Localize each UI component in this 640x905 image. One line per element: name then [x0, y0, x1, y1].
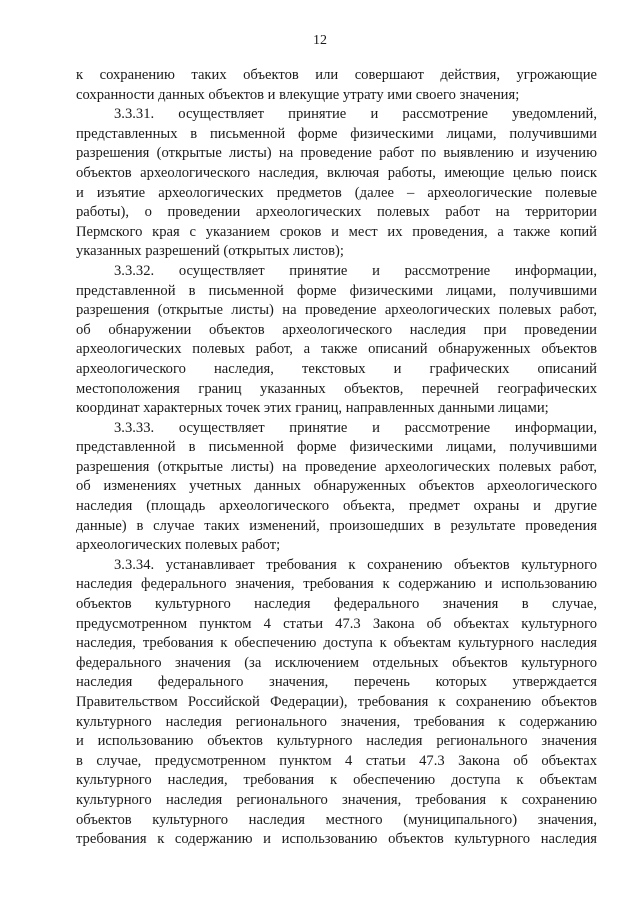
text-line: разрешения (открытые листы) на проведение археологических полевых работ,: [76, 302, 597, 319]
text-line: сохранности данных объектов и влекущие утрату ими своего значения;: [76, 86, 520, 103]
text-line: данные) в случае таких изменений, произошедших в результате проведения: [76, 517, 597, 534]
paragraph-3-3-32: [76, 262, 597, 419]
paragraph-continuation: [76, 66, 597, 105]
text-line: 3.3.33. осуществляет принятие и рассмотрение информации,: [114, 419, 597, 436]
text-line: разрешения (открытые листы) на проведение работ по выявлению и изучению: [76, 145, 597, 162]
text-line: археологических полевых работ, а также описаний обнаруженных объектов: [76, 341, 597, 358]
text-line: об изменениях учетных данных обнаруженных объектов археологического: [76, 478, 597, 495]
text-line: указанных разрешений (открытых листов);: [76, 243, 344, 260]
paragraph-3-3-34: [76, 556, 597, 850]
text-line: объектов культурного наследия федерального значения в случае,: [76, 596, 597, 613]
text-line: представленных в письменной форме физическими лицами, получившими: [76, 125, 597, 142]
text-line: наследия, требования к обеспечению доступа к объектам культурного наследия: [76, 635, 597, 652]
text-line: представленной в письменной форме физическими лицами, получившими: [76, 282, 597, 299]
text-line: 3.3.31. осуществляет принятие и рассмотрение уведомлений,: [114, 106, 597, 123]
text-line: федерального значения (за исключением отдельных объектов культурного: [76, 654, 597, 671]
text-line: к сохранению таких объектов или совершают действия, угрожающие: [76, 67, 597, 83]
text-line: 3.3.34. устанавливает требования к сохранению объектов культурного: [114, 556, 597, 573]
text-line: культурного наследия регионального значения, требования к сохранению: [76, 791, 597, 808]
text-line: 3.3.32. осуществляет принятие и рассмотрение информации,: [114, 262, 597, 279]
text-line: работы), о проведении археологических полевых работ на территории: [76, 204, 597, 221]
text-line: представленной в письменной форме физическими лицами, получившими: [76, 439, 597, 456]
text-line: координат характерных точек этих границ, направленных данными лицами;: [76, 400, 549, 417]
text-line: культурного наследия, требования к обеспечению доступа к объектам: [76, 772, 597, 789]
text-line: об обнаружении объектов археологического наследия при проведении: [76, 321, 597, 338]
text-line: объектов археологического наследия, включая работы, имеющие целью поиск: [76, 164, 597, 181]
text-line: Пермского края с указанием сроков и мест их проведения, а также копий: [76, 223, 597, 240]
text-line: Правительством Российской Федерации), требования к сохранению объектов: [76, 694, 597, 710]
text-line: наследия федерального значения, требования к содержанию и использованию: [76, 576, 597, 593]
text-line: и использованию объектов культурного наследия регионального значения: [76, 733, 597, 750]
text-line: наследия (площадь археологического объекта, предмет охраны и другие: [76, 498, 597, 515]
paragraph-3-3-33: [76, 419, 597, 556]
text-line: археологического наследия, текстовых и графических описаний: [76, 360, 597, 377]
text-line: местоположения границ указанных объектов, перечней географических: [76, 380, 597, 397]
text-line: археологических полевых работ;: [76, 537, 281, 554]
text-line: культурного наследия регионального значения, требования к содержанию: [76, 713, 597, 730]
text-line: разрешения (открытые листы) на проведение археологических полевых работ,: [76, 458, 597, 475]
text-line: предусмотренном пунктом 4 статьи 47.3 Закона об объектах культурного: [76, 615, 597, 632]
text-line: требования к содержанию и использованию объектов культурного наследия: [76, 831, 597, 848]
text-line: объектов культурного наследия местного (муниципального) значения,: [76, 811, 597, 828]
document-body: [76, 66, 597, 850]
paragraph-3-3-31: [76, 105, 597, 262]
text-line: и изъятие археологических предметов (далее – археологические полевые: [76, 184, 597, 201]
page-number: 12: [313, 33, 327, 48]
text-line: в случае, предусмотренном пунктом 4 статьи 47.3 Закона об объектах: [76, 752, 597, 769]
text-line: наследия федерального значения, перечень которых утверждается: [76, 674, 597, 691]
